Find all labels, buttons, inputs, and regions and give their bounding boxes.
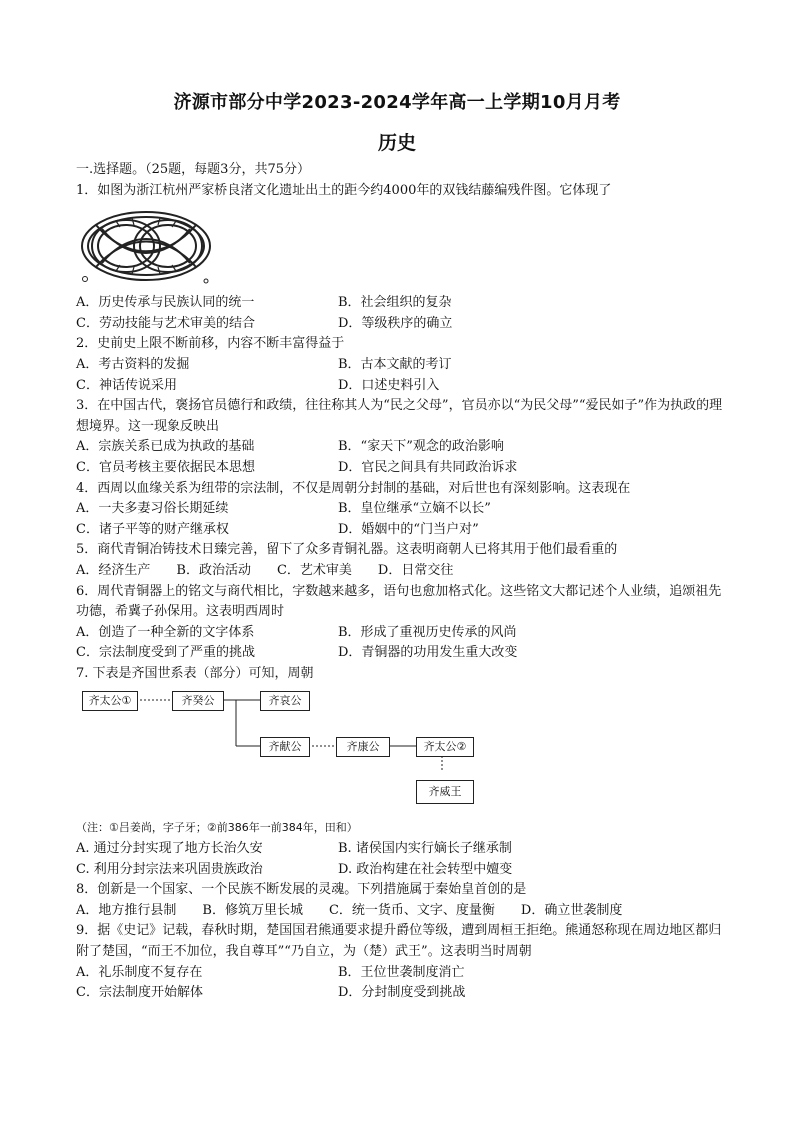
option-d: D．分封制度受到挑战 (338, 985, 466, 1001)
option-b: B．修筑万里长城 (202, 902, 303, 918)
question-2-options-row-2 (76, 376, 726, 397)
option-a: A．一夫多妻习俗长期延续 (76, 501, 229, 517)
option-a: A．礼乐制度不复存在 (76, 964, 203, 980)
question-6-options-row-1 (76, 623, 726, 644)
question-7-options-row-2 (76, 860, 726, 881)
subject-title: 历史 (377, 132, 416, 154)
option-d: D．确立世袭制度 (520, 902, 623, 918)
double-coin-knot-rattan-icon (76, 205, 216, 287)
question-9-stem: 9．据《史记》记载，春秋时期，楚国国君熊通要求提升爵位等级，遭到周桓王拒绝。熊通怒称现在周边地区都归附了楚国，“而王不加位，我自尊耳”“乃自立，为（楚）武王”。这表明当时周朝 (76, 923, 722, 960)
option-a: A. 通过分封实现了地方长治久安 (76, 841, 263, 857)
question-9-options-row-2 (76, 983, 726, 1004)
option-b: B．社会组织的复杂 (338, 295, 452, 311)
question-7-options-row-1 (76, 839, 726, 860)
option-c: C．宗法制度受到了严重的挑战 (76, 645, 255, 661)
lineage-note: （注：①吕姜尚，字子牙；②前386年一前384年，田和） (76, 821, 358, 835)
option-c: C．艺术审美 (276, 562, 352, 578)
question-8-options (76, 901, 726, 922)
option-b: B．王位世袭制度消亡 (338, 964, 465, 980)
question-3-stem: 3．在中国古代，褒扬官员德行和政绩，往往称其人为“民之父母”，官员亦以“为民父母”“爱民如子”作为执政的理想境界。这一现象反映出 (76, 398, 723, 434)
option-c: C. 利用分封宗法来巩固贵族政治 (76, 861, 263, 877)
option-c: C．神话传说采用 (76, 377, 177, 393)
question-4-stem: 4．西周以血缘关系为纽带的宗法制，不仅是周朝分封制的基础，对后世也有深刻影响。这表现在 (76, 480, 631, 496)
node-qi-ai-gong: 齐哀公 (260, 691, 310, 711)
option-b: B．古本文献的考订 (338, 356, 452, 372)
option-d: D．青铜器的功用发生重大改变 (338, 645, 518, 661)
question-7-stem: 7. 下表是齐国世系表（部分）可知，周朝 (76, 665, 314, 681)
option-d: D．等级秩序的确立 (338, 315, 453, 331)
question-6-stem: 6．周代青铜器上的铭文与商代相比，字数越来越多，语句也愈加格式化。这些铭文大都记述个人业绩，追颂祖先功德，希冀子孙保用。这表明西周时 (76, 583, 722, 620)
option-d: D．口述史料引入 (338, 377, 440, 393)
question-4-options-row-2 (76, 520, 726, 541)
node-qi-taigong-2: 齐太公② (416, 737, 474, 757)
option-d: D．日常交往 (377, 562, 454, 578)
question-6-options-row-2 (76, 643, 726, 664)
question-1-stem: 1．如图为浙江杭州严家桥良渚文化遗址出土的距今约4000年的双钱结藤编残件图。它体现了 (76, 182, 612, 198)
option-a: A．创造了一种全新的文字体系 (76, 624, 255, 640)
question-5-options (76, 561, 726, 582)
option-c: C．官员考核主要依据民本思想 (76, 459, 255, 475)
option-a: A．经济生产 (76, 562, 151, 578)
node-qi-xian-gong: 齐献公 (260, 737, 310, 757)
question-9-options-row-1 (76, 963, 726, 984)
option-b: B．“家天下”观念的政治影响 (338, 439, 504, 455)
qi-lineage-diagram (76, 688, 726, 814)
option-a: A．宗族关系已成为执政的基础 (76, 439, 255, 455)
node-qi-wei-wang: 齐威王 (416, 780, 474, 804)
option-b: B．形成了重视历史传承的风尚 (338, 624, 517, 640)
question-1-options-row-2 (76, 314, 726, 335)
question-4-options-row-1 (76, 499, 726, 520)
option-a: A．历史传承与民族认同的统一 (76, 295, 255, 311)
exam-title: 济源市部分中学2023-2024学年高一上学期10月月考 (173, 92, 621, 113)
question-5-stem: 5．商代青铜冶铸技术日臻完善，留下了众多青铜礼器。这表明商朝人已将其用于他们最看重的 (76, 542, 618, 558)
option-b: B. 诸侯国内实行嫡长子继承制 (338, 841, 512, 857)
section-heading: 一.选择题。（25题，每题3分，共75分） (76, 162, 310, 177)
node-qi-gui-gong: 齐癸公 (172, 691, 224, 711)
option-c: C．宗法制度开始解体 (76, 985, 203, 1001)
question-8-stem: 8．创新是一个国家、一个民族不断发展的灵魂。下列措施属于秦始皇首创的是 (76, 882, 527, 898)
option-d: D．婚姻中的“门当户对” (338, 521, 479, 537)
question-2-options-row-1 (76, 355, 726, 376)
question-3-options-row-2 (76, 458, 726, 479)
option-b: B．皇位继承“立嫡不以长” (338, 501, 491, 517)
option-c: C．统一货币、文字、度量衡 (328, 902, 495, 918)
option-c: C．诸子平等的财产继承权 (76, 521, 229, 537)
question-2-stem: 2．史前史上限不断前移，内容不断丰富得益于 (76, 336, 345, 352)
question-1-options-row-1 (76, 293, 726, 314)
option-c: C．劳动技能与艺术审美的结合 (76, 315, 255, 331)
option-d: D. 政治构建在社会转型中嬗变 (338, 861, 513, 877)
node-qi-kang-gong: 齐康公 (336, 737, 390, 757)
question-3-options-row-1 (76, 437, 726, 458)
option-a: A．地方推行县制 (76, 902, 177, 918)
question-section (76, 160, 726, 1004)
node-qi-taigong-1: 齐太公① (82, 691, 138, 711)
option-b: B．政治活动 (176, 562, 251, 578)
option-d: D．官民之间具有共同政治诉求 (338, 459, 518, 475)
option-a: A．考古资料的发掘 (76, 356, 190, 372)
